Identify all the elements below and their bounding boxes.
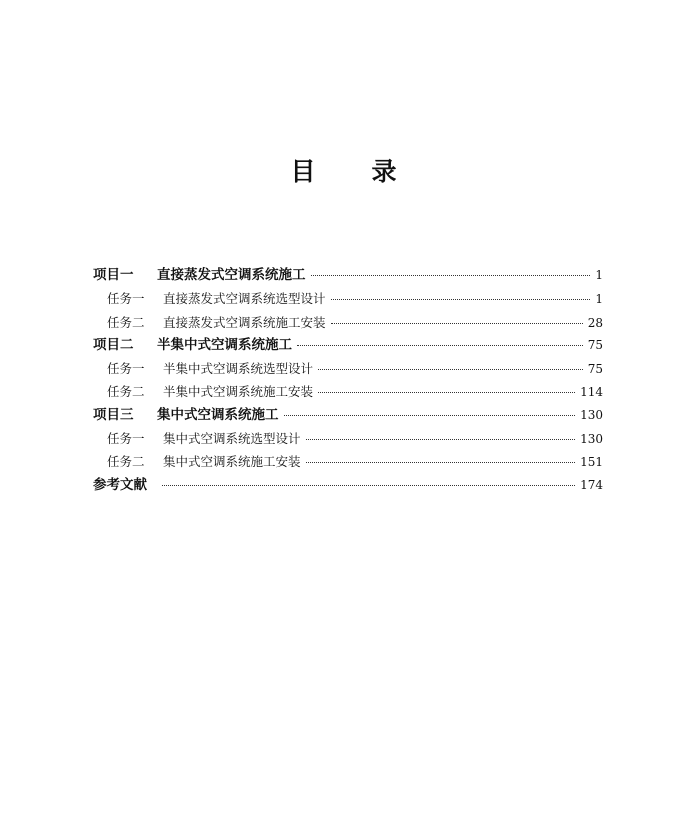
toc-entry-page: 114: [580, 385, 603, 400]
toc-entry-number: 任务一: [107, 361, 145, 377]
toc-entry-title: 半集中式空调系统施工: [157, 336, 292, 353]
toc-entry-project-2[interactable]: [93, 334, 603, 357]
dot-leader: [306, 462, 576, 463]
toc-entry-page: 130: [580, 432, 603, 447]
toc-entry-page: 130: [580, 407, 603, 422]
toc-entry-task-2-2[interactable]: [93, 380, 603, 403]
toc-entry-page: 75: [587, 362, 603, 377]
toc-entry-title: 集中式空调系统施工: [157, 406, 279, 423]
dot-leader: [331, 323, 583, 324]
dot-leader: [162, 485, 575, 486]
toc-entry-page: 174: [580, 477, 603, 492]
toc-entry-page: 1: [595, 292, 603, 307]
toc-entry-task-3-1[interactable]: [93, 427, 603, 450]
table-of-contents: [93, 264, 603, 497]
toc-entry-page: 28: [587, 315, 603, 330]
dot-leader: [331, 299, 590, 300]
toc-entry-number: 任务一: [107, 291, 145, 307]
dot-leader: [297, 345, 583, 346]
toc-entry-page: 1: [595, 268, 603, 282]
dot-leader: [318, 392, 575, 393]
toc-entry-title: 直接蒸发式空调系统施工: [157, 267, 306, 283]
dot-leader: [311, 275, 591, 276]
toc-entry-title: 半集中式空调系统选型设计: [163, 361, 314, 377]
page-title: [0, 152, 687, 188]
toc-entry-title: 集中式空调系统选型设计: [163, 431, 301, 447]
toc-entry-task-1-2[interactable]: [93, 311, 603, 334]
toc-entry-task-2-1[interactable]: [93, 357, 603, 380]
toc-entry-number: 项目三: [93, 406, 134, 423]
toc-entry-number: 任务二: [107, 454, 145, 470]
page-title-char-2: 录: [371, 157, 397, 186]
page-title-char-1: 目: [290, 157, 316, 186]
toc-entry-number: 任务一: [107, 431, 145, 447]
toc-entry-number: 任务二: [107, 314, 145, 330]
toc-entry-title: 半集中式空调系统施工安装: [163, 384, 314, 400]
toc-entry-task-3-2[interactable]: [93, 450, 603, 473]
toc-entry-page: 75: [587, 337, 603, 352]
toc-entry-title: 直接蒸发式空调系统施工安装: [163, 314, 326, 330]
toc-entry-title: 参考文献: [93, 476, 147, 493]
toc-entry-task-1-1[interactable]: [93, 287, 603, 310]
toc-entry-project-1[interactable]: [93, 264, 603, 287]
toc-entry-title: 集中式空调系统施工安装: [163, 454, 301, 470]
toc-entry-references[interactable]: [93, 474, 603, 497]
toc-entry-number: 任务二: [107, 384, 145, 400]
toc-entry-number: 项目二: [93, 336, 134, 353]
dot-leader: [318, 369, 583, 370]
dot-leader: [284, 415, 576, 416]
toc-entry-project-3[interactable]: [93, 404, 603, 427]
toc-entry-number: 项目一: [93, 267, 134, 283]
toc-entry-page: 151: [580, 455, 603, 470]
dot-leader: [306, 439, 576, 440]
toc-entry-title: 直接蒸发式空调系统选型设计: [163, 291, 326, 307]
